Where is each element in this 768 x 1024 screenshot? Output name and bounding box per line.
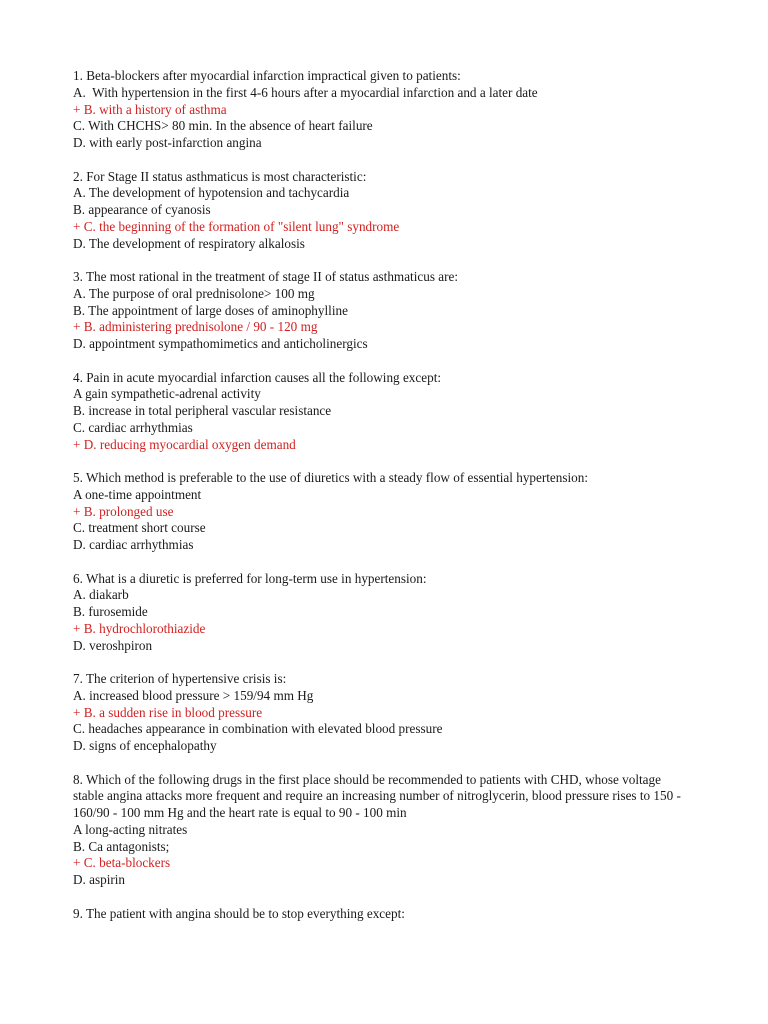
answer-option: A. The development of hypotension and tachycardia xyxy=(73,185,350,201)
answer-option: D. aspirin xyxy=(73,872,126,887)
correct-answer-option: + B. prolonged use xyxy=(73,503,174,519)
answer-option: B. increase in total peripheral vascular resistance xyxy=(73,403,332,418)
question-6 xyxy=(73,571,693,655)
answer-option: C. headaches appearance in combination with elevated blood pressure xyxy=(73,721,443,737)
question-text: 7. The criterion of hypertensive crisis is: xyxy=(73,671,287,686)
question-4 xyxy=(73,370,693,454)
answer-option: C. cardiac arrhythmias xyxy=(73,419,193,435)
question-text: 5. Which method is preferable to the use of diuretics with a steady flow of essential hypertension: xyxy=(73,470,589,485)
answer-option: A gain sympathetic-adrenal activity xyxy=(73,386,261,402)
answer-option: B. furosemide xyxy=(73,604,148,619)
answer-option: B. Ca antagonists; xyxy=(73,838,170,854)
question-8 xyxy=(73,772,693,889)
question-9 xyxy=(73,906,693,923)
correct-answer-option: + C. beta-blockers xyxy=(73,855,171,871)
question-text: 6. What is a diuretic is preferred for long-term use in hypertension: xyxy=(73,570,427,586)
correct-answer-option: + B. with a history of asthma xyxy=(73,101,227,117)
answer-option: A one-time appointment xyxy=(73,486,202,502)
answer-option: A long-acting nitrates xyxy=(73,821,188,837)
correct-answer-option: + B. a sudden rise in blood pressure xyxy=(73,704,263,720)
question-text: 9. The patient with angina should be to stop everything except: xyxy=(73,905,405,921)
answer-option: D. The development of respiratory alkalosis xyxy=(73,235,305,251)
answer-option: D. signs of encephalopathy xyxy=(73,738,217,753)
correct-answer-option: + B. hydrochlorothiazide xyxy=(73,620,206,636)
question-text: 3. The most rational in the treatment of stage II of status asthmaticus are: xyxy=(73,269,459,284)
quiz-document xyxy=(73,68,693,939)
question-7 xyxy=(73,671,693,755)
correct-answer-option: + D. reducing myocardial oxygen demand xyxy=(73,436,296,452)
answer-option: D. veroshpiron xyxy=(73,637,153,653)
answer-option: D. with early post-infarction angina xyxy=(73,135,262,150)
answer-option: D. cardiac arrhythmias xyxy=(73,537,194,552)
answer-option: C. With CHCHS> 80 min. In the absence of heart failure xyxy=(73,118,373,134)
correct-answer-option: + B. administering prednisolone / 90 - 120 mg xyxy=(73,319,318,335)
answer-option: C. treatment short course xyxy=(73,520,206,536)
question-3 xyxy=(73,269,693,353)
question-text: 1. Beta-blockers after myocardial infarction impractical given to patients: xyxy=(73,68,461,83)
question-text: 4. Pain in acute myocardial infarction causes all the following except: xyxy=(73,369,442,385)
answer-option: A. With hypertension in the first 4-6 hours after a myocardial infarction and a later date xyxy=(73,84,538,100)
question-text: 8. Which of the following drugs in the first place should be recommended to patients with CHD, whose voltage stable angina attacks more frequent and require an increasing number of nitroglycerin, blood pressure rises to 150 - 160/90 - 100 mm Hg and the heart rate is equal to 90 - 100 min xyxy=(73,771,681,820)
question-text: 2. For Stage II status asthmaticus is most characteristic: xyxy=(73,168,367,184)
answer-option: B. The appointment of large doses of aminophylline xyxy=(73,302,348,318)
question-2 xyxy=(73,169,693,253)
answer-option: B. appearance of cyanosis xyxy=(73,202,211,217)
answer-option: A. The purpose of oral prednisolone> 100 mg xyxy=(73,285,315,301)
answer-option: A. diakarb xyxy=(73,587,129,603)
correct-answer-option: + C. the beginning of the formation of "silent lung" syndrome xyxy=(73,218,400,234)
question-1 xyxy=(73,68,693,152)
answer-option: D. appointment sympathomimetics and anticholinergics xyxy=(73,336,368,351)
answer-option: A. increased blood pressure > 159/94 mm Hg xyxy=(73,687,314,703)
question-5 xyxy=(73,470,693,554)
